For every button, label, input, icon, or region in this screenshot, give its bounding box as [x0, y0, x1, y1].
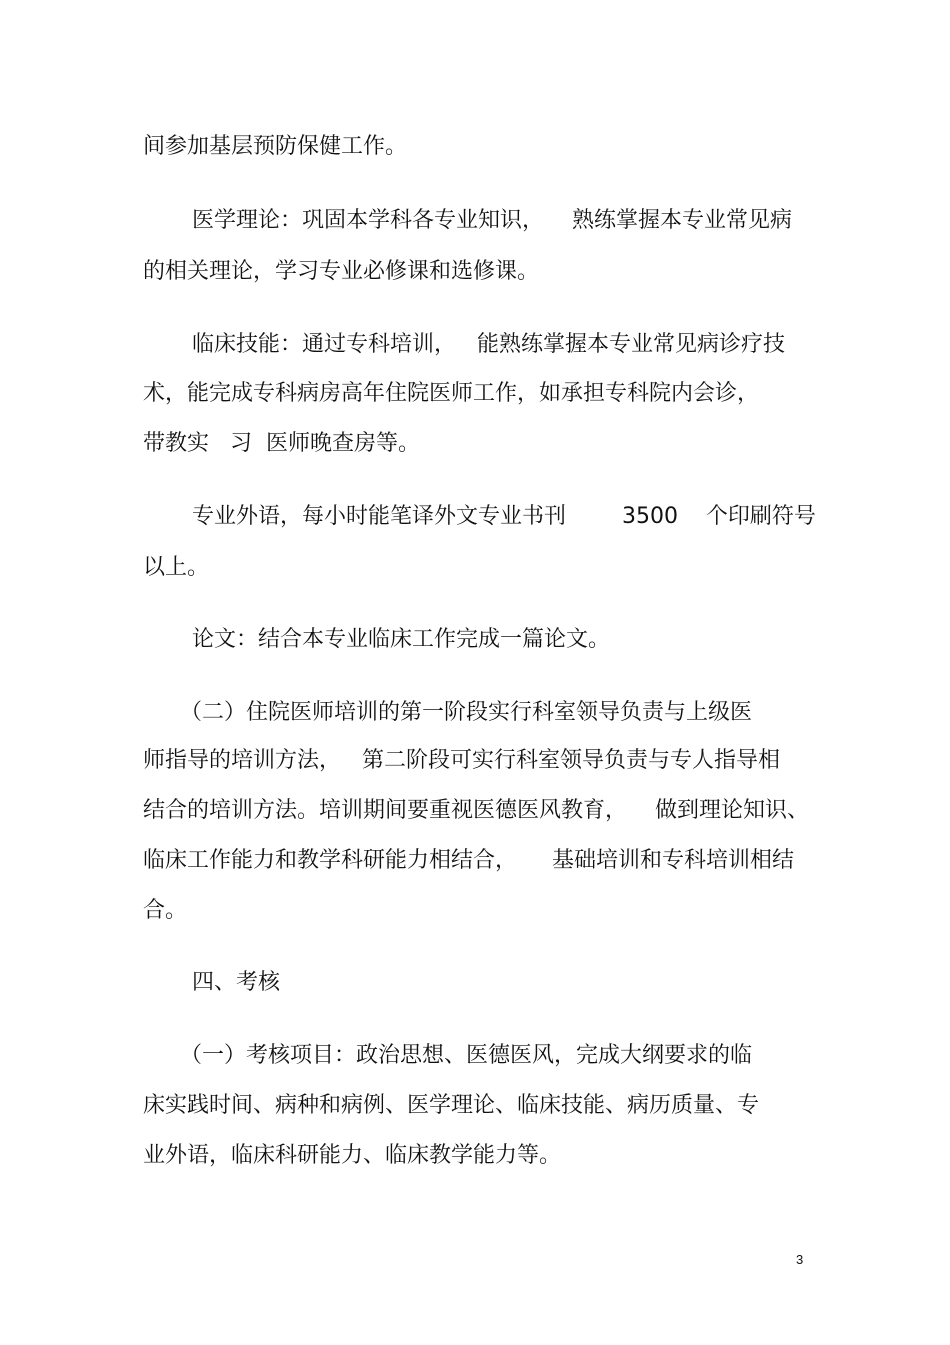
body-line: 以上。: [143, 555, 210, 580]
body-line: 临床工作能力和教学科研能力相结合， 基础培训和专科培训相结: [143, 848, 794, 873]
body-line: 床实践时间、病种和病例、医学理论、临床技能、病历质量、专: [143, 1093, 760, 1118]
body-line: 业外语，临床科研能力、临床教学能力等。: [143, 1143, 562, 1168]
body-line: 合。: [143, 898, 188, 923]
paragraph-medical-theory-line: 医学理论：巩固本学科各专业知识， 熟练掌握本专业常见病: [192, 208, 792, 233]
body-line: 师指导的培训方法， 第二阶段可实行科室领导负责与专人指导相: [143, 748, 780, 773]
body-line: 带教实 习 医师晚查房等。: [143, 431, 420, 456]
body-line: 结合的培训方法。培训期间要重视医德医风教育， 做到理论知识、: [143, 798, 809, 823]
paragraph-foreign-language-line: 专业外语，每小时能笔译外文专业书刊 3500 个印刷符号: [192, 504, 816, 529]
section-heading-assessment: 四、考核: [192, 970, 281, 995]
body-line: 间参加基层预防保健工作。: [143, 134, 408, 159]
paragraph-training-method-line: （二）住院医师培训的第一阶段实行科室领导负责与上级医: [180, 700, 753, 725]
page-number: 3: [796, 1252, 804, 1267]
paragraph-assessment-items-line: （一）考核项目：政治思想、医德医风，完成大纲要求的临: [180, 1043, 753, 1068]
paragraph-thesis-line: 论文：结合本专业临床工作完成一篇论文。: [192, 627, 611, 652]
body-line: 术，能完成专科病房高年住院医师工作，如承担专科院内会诊，: [143, 381, 760, 406]
body-line: 的相关理论，学习专业必修课和选修课。: [143, 259, 540, 284]
paragraph-clinical-skills-line: 临床技能：通过专科培训， 能熟练掌握本专业常见病诊疗技: [192, 332, 785, 357]
